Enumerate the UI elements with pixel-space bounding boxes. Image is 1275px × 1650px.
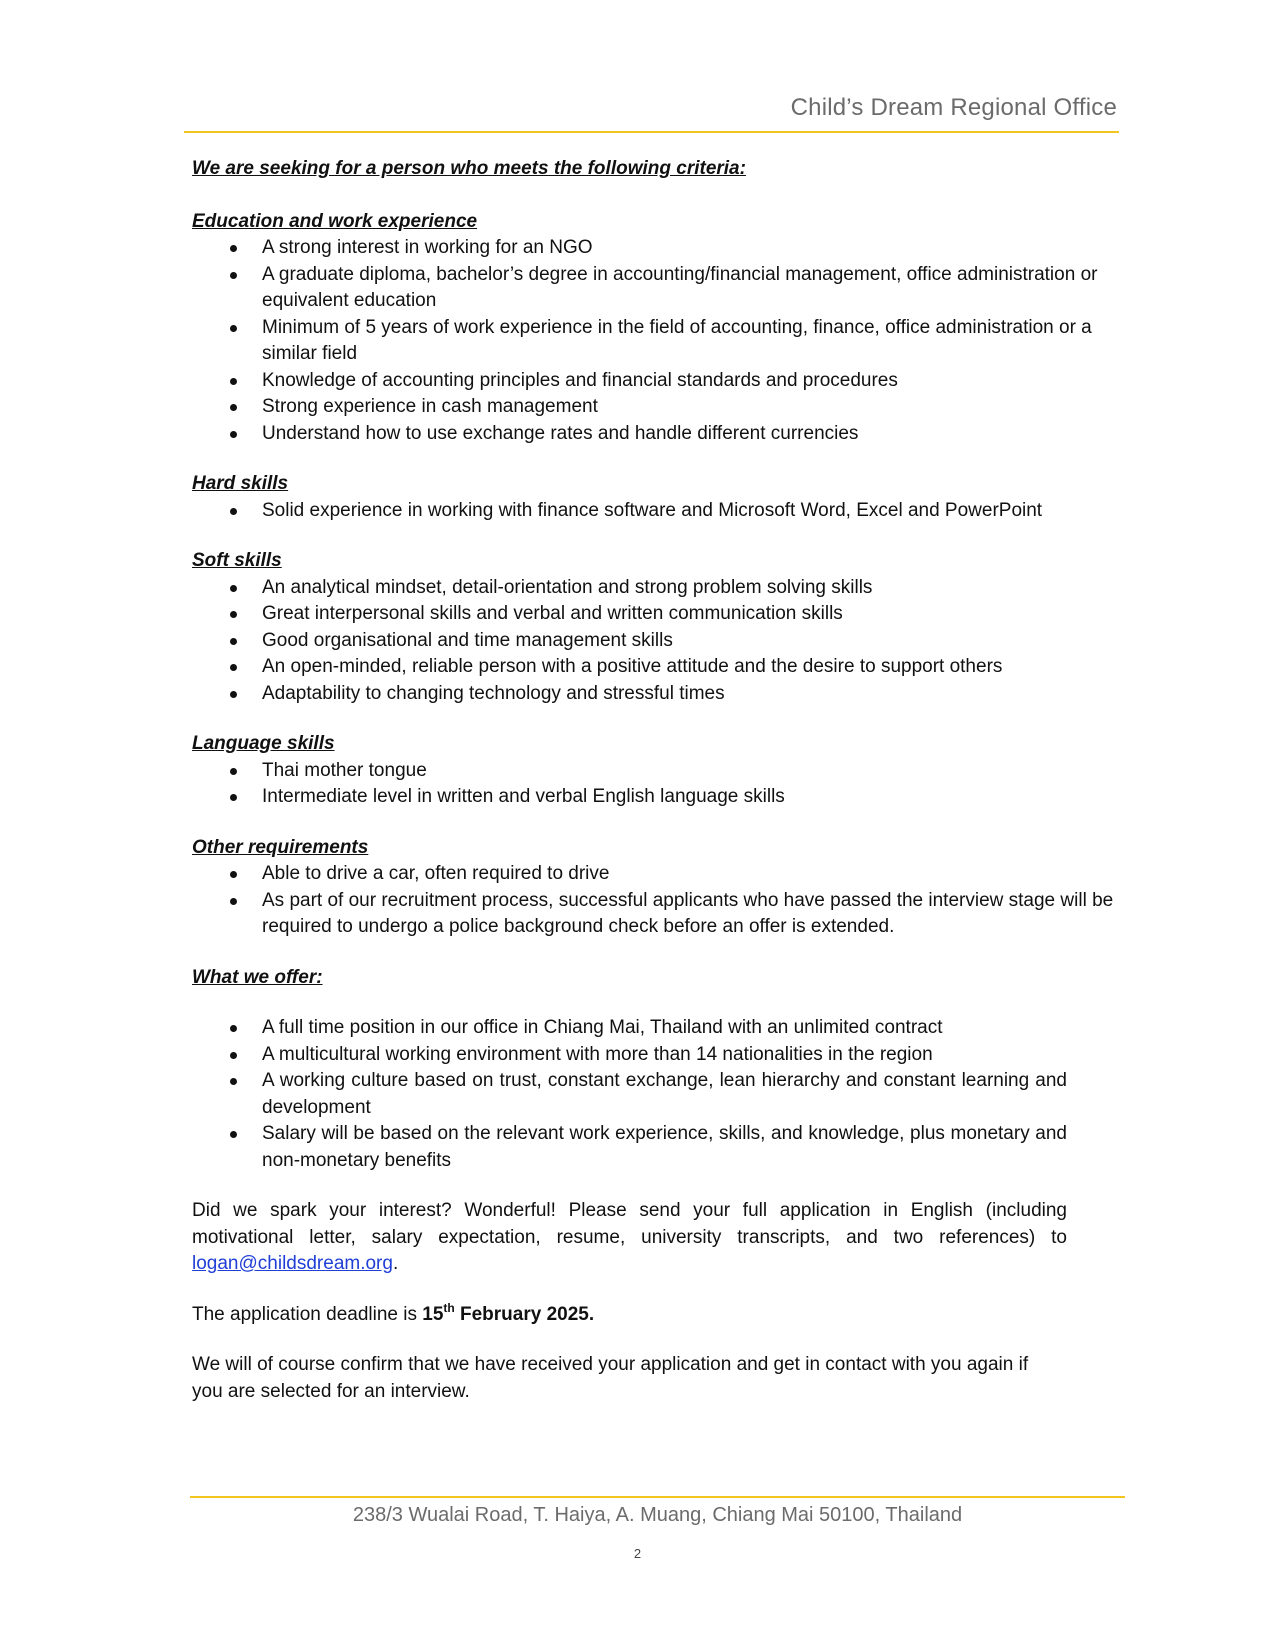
list-item: Adaptability to changing technology and stressful times [262, 681, 1119, 708]
application-text: Did we spark your interest? Wonderful! Please send your full application in English (including motivational letter, salary expectation, resume, university transcripts, and two references) to [192, 1200, 1067, 1248]
deadline-day-suffix: th [443, 1300, 455, 1315]
list-item: Intermediate level in written and verbal English language skills [262, 784, 1119, 811]
list-item: Great interpersonal skills and verbal and written communication skills [262, 601, 1119, 628]
education-list [192, 235, 1119, 447]
list-item: Good organisational and time management skills [262, 628, 1119, 655]
list-item: Strong experience in cash management [262, 394, 1119, 421]
list-item: An open-minded, reliable person with a positive attitude and the desire to support others [262, 654, 1119, 681]
criteria-title: We are seeking for a person who meets the following criteria: [192, 158, 746, 179]
list-item: A graduate diploma, bachelor’s degree in accounting/financial management, office administration or equivalent education [262, 262, 1119, 315]
application-paragraph [192, 1198, 1067, 1278]
list-item: A full time position in our office in Chiang Mai, Thailand with an unlimited contract [262, 1015, 1119, 1042]
list-item: As part of our recruitment process, successful applicants who have passed the interview stage will be required to undergo a police background check before an offer is extended. [262, 888, 1119, 941]
list-item: A working culture based on trust, constant exchange, lean hierarchy and constant learning and development [262, 1068, 1119, 1121]
deadline-paragraph [192, 1302, 1119, 1329]
deadline-day: 15 [422, 1303, 444, 1325]
hard-skills-list [192, 498, 1119, 525]
page-number: 2 [633, 1546, 642, 1561]
list-item: Minimum of 5 years of work experience in the field of accounting, finance, office administration or a similar field [262, 315, 1119, 368]
footer-address: 238/3 Wualai Road, T. Haiya, A. Muang, Chiang Mai 50100, Thailand [352, 1504, 963, 1526]
email-link[interactable]: logan@childsdream.org [192, 1253, 393, 1274]
list-item: Solid experience in working with finance software and Microsoft Word, Excel and PowerPoint [262, 498, 1119, 525]
soft-skills-list [192, 575, 1119, 708]
header-divider [184, 131, 1119, 133]
list-item: An analytical mindset, detail-orientation and strong problem solving skills [262, 575, 1119, 602]
list-item: Knowledge of accounting principles and financial standards and procedures [262, 368, 1119, 395]
soft-skills-heading: Soft skills [192, 550, 282, 571]
language-skills-list [192, 758, 1119, 811]
language-skills-heading: Language skills [192, 733, 335, 754]
offer-heading: What we offer: [192, 966, 323, 988]
other-requirements-list [192, 861, 1119, 941]
list-item: Understand how to use exchange rates and handle different currencies [262, 421, 1119, 448]
hard-skills-heading: Hard skills [192, 473, 289, 494]
education-heading: Education and work experience [192, 210, 478, 232]
deadline-date-rest: February 2025. [454, 1303, 595, 1325]
list-item: Able to drive a car, often required to drive [262, 861, 1119, 888]
footer-divider [190, 1496, 1125, 1498]
list-item: Salary will be based on the relevant work experience, skills, and knowledge, plus monetary and non-monetary benefits [262, 1121, 1119, 1174]
deadline-prefix: The application deadline is [192, 1303, 423, 1325]
application-period: . [392, 1253, 399, 1274]
other-requirements-heading: Other requirements [192, 836, 369, 858]
offer-list [192, 1015, 1119, 1174]
list-item: Thai mother tongue [262, 758, 1119, 785]
document-body [192, 156, 1119, 1405]
header-office-name: Child’s Dream Regional Office [790, 94, 1117, 121]
list-item: A strong interest in working for an NGO [262, 235, 1119, 262]
list-item: A multicultural working environment with more than 14 nationalities in the region [262, 1042, 1119, 1069]
closing-paragraph: We will of course confirm that we have received your application and get in contact with you again if you are selected for an interview. [192, 1354, 1029, 1402]
